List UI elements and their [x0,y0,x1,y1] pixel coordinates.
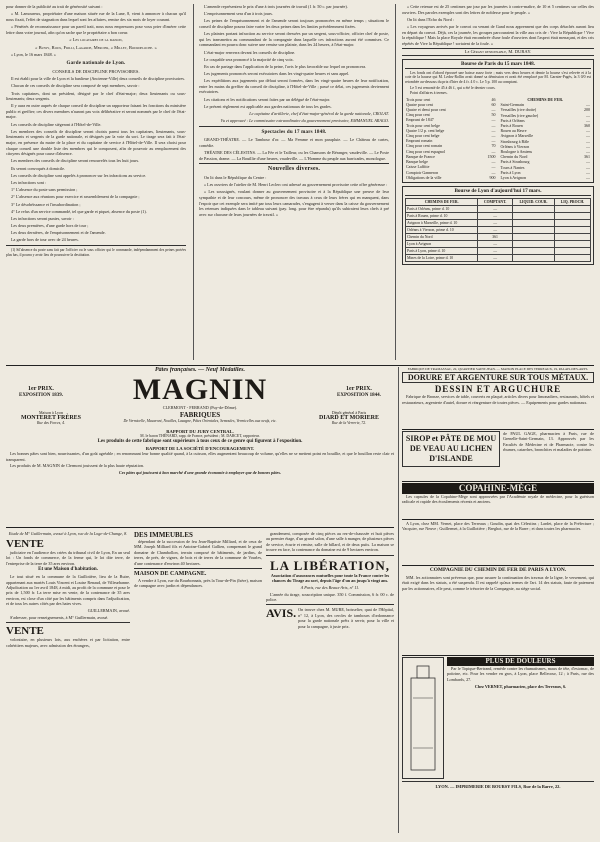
row-value: — [586,133,590,139]
row-label: Lyon à Avignon [406,240,478,247]
section-divider [6,365,594,366]
paragraph: Les plaintes portant infraction au service seront dressées par un sergent, sous-officier, officier chef de poste, qui les transmettra au commandant de la compagnie dans laquelle ces infractions auront été commises. Ce commandant en pourra donc suivre une remise son plainte, dans les 24 heures, à l'état-major. [199,31,389,48]
row-value: 70 [491,143,496,149]
liberation-title: LA LIBÉRATION, [270,557,390,573]
magnin-location: CLERMONT - FERRAND (Puy-de-Dôme). [162,405,238,410]
signature: Vu et approuvé : Le commissaire extraordinaire du gouvernement provisoire, EMMANUEL ARAGO. [220,118,389,124]
dorure-ad [402,367,594,430]
dorure-subtitle: DESSIN ET ARGUCHURE [434,384,562,395]
section-heading: Spectacles du 17 mars 1848. [261,129,327,135]
row-value: — [491,169,496,175]
magnin-header [6,375,394,410]
advertisements-section [6,367,594,837]
row-label: Lyon à Avignon [500,174,526,180]
row-value: 200 [584,107,590,113]
row-value: — [491,122,496,128]
list-item: 2° L'absence aux réunions pour exercice et rassemblement de la compagnie ; [11,194,140,200]
row-value: 361 [478,233,513,240]
douleurs-ad [402,657,594,817]
liberation-subtitle: Association d'assurances mutuelles pour toute la France contre les chances du Tirage au sort, depuis l'âge d'un an jusqu'à vingt ans. [270,572,390,584]
row-value [512,254,554,261]
row-value: — [478,254,513,261]
paragraph: Il est établi pour la ville de Lyon et la banlieue (Ancienne-Ville) deux conseils de discipline provisoires. [11,76,186,82]
paragraph: Les infractions sont : [11,179,47,185]
table-row [406,240,591,247]
column-2 [199,4,389,360]
row-value [512,205,554,212]
avis-block [266,607,394,629]
column-1 [6,4,186,360]
row-label: Tours à Nantes [500,164,525,170]
table-header-row [406,198,591,205]
divider [6,622,130,623]
row-label: Paris à Lyon [500,169,521,175]
row-value: — [478,247,513,254]
paragraph: Par le Topique-Bertrand, remède contre les rhumatismes, maux de tête, d'estomac, de poitrine, etc. Pour les vendre en gros, à Lyon, place Bellecour, 12 ; à Paris, rue des Lombards, 27. [447,666,594,682]
paragraph: Les fonds ont d'abord éprouvé une baisse assez forte ; mais vers deux heures et demie la bourse s'est relevée et à la cote de la hausse qui M. Ledru-Rollin avait donné sa démission et avait été remplacé par M. Garnier-Pagès, la 3 0/0 est retombée au-dessous du prix d'hier de 4 fr. 4 0 c. Le 5 p. 100 au comptant. [405,70,591,85]
row-label: Paris à Rouen [500,122,523,128]
paragraph: « Les ouvriers de l'atelier de M. Henri Leclerc ont adressé au gouvernement provisoire cette offre généreuse : [204,182,388,188]
row-label: Obligations de la ville [406,174,442,180]
dorure-address: FABRIQUE DE TRAMASSAC, 22, QUARTIER SAINT-JEAN. — MAISON PLACE DES TERREAUX, 19, PALAIS-DES-ARTS. [407,367,589,371]
paragraph: Ils seront convoqués à domicile. [11,165,66,171]
row-label: Emprunt romain [406,138,433,144]
lyon-house [6,410,96,426]
row-label: Cinq pour cent belge [406,133,440,139]
column-header: COMPTANT. [478,198,513,205]
list-item: 4° Le refus d'un service commandé, tel que garde et piquet, absence du poste (1). [11,208,147,214]
row-value: — [491,106,496,112]
row-value [512,212,554,219]
divider [266,555,394,556]
monteret-name: MONTERET FRÈRES [20,414,82,421]
paragraph: judiciaire en l'audience des criées du tribunal civil de Lyon, En un seul lot : Un fonds de commerce, de la ferme qui, le lot dite terre, de l'entreprise de la terre de 35 ares environ. [6,549,130,566]
list-item: 3° Le désobéissance et l'insubordination ; [11,201,81,207]
divider [134,568,262,569]
row-value: — [491,117,496,123]
paragraph: L'emprisonnement sera d'un à trois jours. [204,11,273,17]
divider [402,781,594,782]
column-divider [193,4,194,360]
row-value [512,233,554,240]
diard-name: DIARD ET MORIERE [319,414,379,421]
signature-title: « Les locataires de la maison, [69,37,123,43]
row-value: — [586,174,590,180]
column-header: LIQ. PROCH. [554,198,590,205]
jury-title: RAPPORT DU JURY CENTRAL. [166,428,234,434]
bourse-tables [405,97,591,181]
bottle-icon [403,658,443,778]
row-value: — [586,128,590,134]
section-heading: Garde nationale de Lyon. [66,60,126,66]
paragraph: Les expéditions aux jugements par défaut seront formées, dans les vingt-quatre heures de leur notification, entre les mains du greffier du conseil de discipline, à l'Hôtel-de-Ville ; passé ce délai, ces jugements deviennent exécutoires. [199,78,389,95]
row-value: — [478,212,513,219]
table-row [406,226,591,233]
paragraph: En cas de partage dans l'application de la peine, l'avis le plus favorable sur lequel on prononcera. [204,63,367,69]
paragraph: Les infractions seront punies, savoir : [11,215,74,221]
row-value: — [491,164,496,170]
table-row [406,233,591,240]
paragraph: Fabrique de Bronze, services de table, couverts en plaqué, articles divers pour limonadiers, restaurants, hôtels et restaurateurs, argenterie d'autel, dorure et réargenture de toutes pièces. — Equipements pour gardes nationaux. [402,394,594,405]
row-label: Chemin du Nord [500,154,528,160]
row-label: Strasbourg à Bâle [500,138,529,144]
row-label: Cinq pour cent [406,112,430,118]
paragraph: Le présent règlement est applicable aux gardes nationaux de tous les grades. [204,103,332,109]
row-value [512,226,554,233]
row-value: — [586,148,590,154]
row-label: Quatre pour cent [406,101,433,107]
row-value [554,219,590,226]
magnin-brand [133,375,267,410]
table-row [406,212,591,219]
magnin-ad [6,367,394,528]
bourse-paris-box [402,59,594,183]
vente-heading: VENTE [6,625,44,638]
row-value: — [586,169,590,175]
bourse-lyon-box [402,186,594,265]
row-label: Trois pour cent [406,96,431,102]
fabriques-label: FABRIQUES [179,411,221,420]
column-divider [398,367,399,833]
footnote: (1) Sil'absence du poste sans fait par l'officier ou le sous officier qui le commande, indépendamment des peines portées plus bas, il pourra y avoir lieu de poursuivre la destitution. [6,248,186,257]
paragraph: « Pénétrés de reconnaissance pour un pareil trait, nous nous empressons pour vous prier d'insérer cette lettre dans votre journal, afin qu'on sache que le propriétaire a bon coeur. [6,23,186,35]
row-value: 361 [584,154,590,160]
paragraph: A Lyon, chez MM. Vernet, place des Terreaux ; Goudin, quai des Célestins ; Lardet, place de la Préfecture ; Vacquier, rue Neuve ; Guillermet, à la Guillotière ; Breghot, rue de la Barre ; et dans toutes les pharmacies. [402,521,594,532]
paragraph: Chacun de ces conseils de discipline sera composé de sept membres, savoir : [11,83,140,89]
campagne-heading: MAISON DE CAMPAGNE. [134,571,207,578]
table-row [406,205,591,212]
row-label: Chemin du Nord [406,233,478,240]
paragraph: MM. les actionnaires sont prévenus que, pour assurer la continuation des travaux de la ligne, le versement, qui était exigé dans les statuts, a été suspendu. Il est rappelé qu'aux termes de l'art. 14 des statuts, faute de paiement par les actionnaires, elle peut, comme le trésorier de la Compagnie, au siège social. [402,574,594,591]
paragraph: Les citations et les notifications seront faites par un délégué de l'état-major. [204,96,331,102]
row-label: Saint-Germain [500,102,525,108]
paragraph: Les capsules de la Copahine-Mège sont approuvées par l'Académie royale de médecine, pour la guérison radicale et rapide des écoulements récents et anciens. [402,494,594,505]
mou-de-veau-ad [402,431,594,482]
row-label: Emprunt de 1847 [406,117,434,123]
list-item: Les deux premières, d'une garde hors de tour ; [11,223,89,229]
paragraph: On lit dans le République du Centre : [204,174,267,180]
paragraph: Le coupable sera prononcé à la majorité de cinq voix. [204,56,294,62]
divider [266,604,394,605]
rentes-table [405,97,497,181]
chemins-block [500,97,592,181]
row-label: Paris à Orléans [500,117,525,123]
row-value: — [586,143,590,149]
row-value [554,205,590,212]
paragraph: Les membres des conseils de discipline seront choisis parmi tous les capitaines, lieutenants, sous-lieutenants et sergents de la garde nationale, et désignés par la voie du sort. Le tirage sera fait à l'état-major, en présence du maire de la place et du capitaine de service à l'Hôtel-de-Ville. Il sera choisi pour chaque conseil une double liste des membres qui le composent, afin de pourvoir au remplacement des citoyens désignés pour cause d'absence. [6,128,186,157]
veau-text: de PAUL GAGE, pharmacien à Paris, rue de Grenelle-Saint-Germain, 13. Approuvés par les Facultés de Médecine et de Pharmacie, contre les rhumes, catarrhes, bronchites et maladies de poitrine. [503,431,594,453]
avis-text: On trouve chez M. MURE, boisselier, quai de l'Hôpital, n° 12, à Lyon, des cercles de tambours d'ordonnance pour la garde nationale prêts à servir, pour la ville et pour la campagne, à juste prix. [298,607,394,629]
expo-label: EXPOSITION 1839. [19,393,63,399]
gerant-line: Le Gérant responsable, M. DURAY. [402,48,594,56]
section-subheading: CONSEILS DE DISCIPLINE PROVISOIRES. [52,68,140,74]
row-value: — [586,159,590,165]
row-value: 1500 [487,153,496,159]
table-row [500,175,592,180]
bottle-illustration [402,657,444,779]
row-value: 46 [491,96,496,102]
paragraph: GRAND-THÉATRE. — Le Tambour d'or. — Ma Femme et mon parapluie. — Le Château de cartes, comédie. [199,137,389,148]
row-label: Banque de France [406,153,435,159]
immeubles-notice [134,531,262,833]
bourse-lyon-title: Bourse de Lyon d'aujourd'hui 17 mars. [405,189,591,196]
row-value [554,233,590,240]
chemins-table [500,102,592,180]
address: Rue de la Verrerie, 72. [331,421,367,426]
paragraph: Il y aura en outre auprès de chaque conseil de discipline un rapporteur faisant les fonctions du ministère public et greffier; ces divers membres n'auront pas voix délibérative et seront nommés par le chef de l'état-major. [6,103,186,120]
row-value: 360 [584,122,590,128]
column-divider [395,4,396,360]
prix-left [6,386,76,399]
row-value [512,247,554,254]
row-label: Cinq pour cent espagnol [406,148,445,154]
prix-label: 1er PRIX. [28,386,54,393]
veau-layout [402,431,594,467]
table-row [405,175,497,180]
paragraph: volontaire, en plusieurs lots, aux enchères et par licitation, entre cohéritiers majeurs, avec admission des étrangers, [6,637,130,648]
magnin-footer: Ces pâtes qui jouissent à bon marché d'une grande économie à employer que de bonnes pâtes. [118,470,282,476]
row-value [554,247,590,254]
row-value: — [586,164,590,170]
list-item: 1° L'absence du poste sans permission ; [11,187,78,193]
row-label: Caisse Laffitte [406,164,430,170]
paragraph: Trois capitaines, dont un président, désigné par le chef d'état-major; deux lieutenants ou sous-lieutenants; deux sergents. [6,90,186,102]
maison-heading: Et une Maison d'habitation. [38,567,98,573]
row-label: Avignon à Marseille [500,133,534,139]
paragraph: Les peines de l'emprisonnement et de l'amende seront toujours prononcées en même temps ; situations le conseil de discipline pourra faire varier les deux peines dans les limites précédemment fixées. [199,18,389,29]
row-label: Paris à Strasbourg [500,159,530,165]
jury-names: M. le baron THÉNARD, rapp. de France, président ; M. DARCET, rapporteur. [140,434,260,439]
row-value: — [491,159,496,165]
row-label: Versailles (rive droite) [500,107,537,113]
table-row [406,219,591,226]
paragraph: Les produits de M. MAGNIN de Clermont jouissent de la plus haute réputation. [10,463,144,469]
row-value: — [586,117,590,123]
paragraph: Les membres des conseils de discipline seront renouvelés tous les huit jours. [11,158,140,164]
paragraph: pour donner de la publicité au trait de générosité suivant : [6,4,103,9]
column-header: LIQUID. COUR. [512,198,554,205]
chemins-title: CHEMINS DE FER. [527,96,564,102]
douleurs-text-block [447,657,594,779]
row-value: 60 [491,101,496,107]
douleurs-layout [402,657,594,779]
row-value [554,226,590,233]
row-value [512,240,554,247]
row-value: — [586,102,590,108]
paragraph: L'année du tirage, souscription unique. 350 f. Commission, 6 fr. 00 c. de police. [266,591,394,603]
expo-label: EXPOSITION 1844. [337,393,381,399]
liberation-address: A Paris, rue des Beaux-Arts, n° 11. [300,584,360,590]
magnin-name: MAGNIN [132,373,268,406]
dorure-title: DORURE ET ARGENTURE SUR TOUS MÉTAUX. [402,372,594,383]
row-value [554,212,590,219]
divider [6,245,186,246]
prix-right [324,386,394,399]
paragraph: Le 5 est remonté de 45 à 46 f., qui a été le dernier cours. [410,85,496,90]
signature-names: « Bussy, Roux, Frilli, Lagarde, Mercier, « Millet, Bourdeloche. » [35,44,157,50]
paragraph: S'adresser, pour renseignements, à M° Guillermain, avoué. [10,614,109,620]
row-label: Boulogne à Amiens [500,148,533,154]
avis-heading: AVIS. [266,606,297,621]
row-value: — [478,205,513,212]
paragraph: On lit dans l'Echo du Nord : [407,16,455,22]
row-value [554,240,590,247]
list-item: Les deux dernières, de l'emprisonnement et de l'amende. [11,230,106,236]
row-value: — [478,219,513,226]
label: Dépôt général à Paris [331,410,367,416]
paragraph: « Cette retenue est de 25 centimes par jour par les journées à contre-maître, de 10 et 5 centimes sur celles des ouvriers. Des paroles exemples sont des lettres de noblesse pour le peuple. » [402,4,594,15]
societe-title: RAPPORT DE LA SOCIÉTÉ D'ENCOURAGEMENT. [145,445,255,451]
divider [199,163,389,164]
paris-depot [304,410,394,426]
row-value [554,254,590,261]
rail-table [405,198,591,262]
row-value [512,219,554,226]
label: Maison à Lyon [39,410,63,416]
row-label: Orléans à Vierzon [500,143,530,149]
pharmacie-ad [402,521,594,566]
paragraph: « Les soussignés, voulant donner au gouvernement provisoire et à la République une preuve de leur sympathie et de leur concours, même de prononcer des travaux à ceux de leurs frères qui en manquent, dans l'espoir que cet exemple sera imité par tous leurs camarades, s'engagent à verser dans la caisse du gouvernement les retenues indiquées dans le tableau suivant (pay. long. pour être répandu) qu'ils subiraient leurs chefs à pré avec sur chacune de leurs journées de travail. » [199,189,389,217]
column-3 [402,4,594,360]
liberation-ad [266,531,394,833]
copahine-title: COPAHINE-MÈGE [402,483,594,494]
immeubles-heading: DES IMMEUBLES [134,531,193,539]
prix-label: 1er PRIX. [346,386,372,393]
paragraph: L'état-major renverra devant les conseils de discipline. [204,49,296,55]
paragraph: A vendre à Lyon, rue du Bourbonnais, près la Tour-de-Pin (Isère), maison de campagne avec jardin et dépendances. [134,578,262,589]
magnin-addresses [6,410,394,426]
imprimerie-line: LYON. — IMPRIMERIE DE BOURSY FILS, Rue de la Barre, 22. [435,784,561,789]
paragraph: Le tout situé en la commune de la Guillotière, lieu de la Buire, appartenant aux mariés Louis Vincent et Louise Renaud, de Villeurbanne. Adjudication au 1er avril 1848, à midi, au profit de la commune et pour le prix de 1,500 fr. La terre mise en vente, de la contenance de 35 ares environ, est close d'un côté par les bâtiments compris dans l'adjudication, et de tous les autres côtés par des haies vives. [6,574,130,607]
douleurs-title: PLUS DE DOULEURS [447,657,594,666]
row-value: — [586,138,590,144]
compagnie-title: COMPAGNIE DU CHEMIN DE FER DE PARIS A LYON. [429,567,567,573]
table-row [406,247,591,254]
paragraph: Les jugements prononcés seront exécutoires dans les vingt-quatre heures et sans appel. [204,71,350,77]
row-value: 900 [489,174,496,180]
compagnie-ad [402,567,594,656]
row-value: — [478,226,513,233]
news-section [6,4,594,364]
douleurs-footer: Chez VERNET, pharmacien, place des Terreaux, 6. [474,683,567,689]
row-value: — [491,148,496,154]
row-value: — [491,133,496,139]
dateline: « Lyon, le 16 mars 1848. » [11,52,56,58]
row-label: Trois pour cent belge [406,122,440,128]
paragraph: L'amende représentera le prix d'une à trois journées de travail (1 fr. 50 c. par journée). [204,4,348,9]
copahine-ad [402,483,594,520]
fabriques-list: De Vermicelle, Macaroni, Nouilles, Lazagne, Pâtes Orientales, Semoules, Vermicelles aux oeufs, etc. [123,418,277,423]
row-value: 50 [491,112,496,118]
notice-header: Etude de M° Guillermain, avoué à Lyon, rue de la Loge-de-Change, 8. [8,531,128,536]
paragraph: Point d'affaires à termes. [410,90,448,95]
column-header: CHEMINS DE FER. [406,198,478,205]
paragraph: « Les voyageurs arrivés par le convoi ou venant de Gand nous apprennent que des corps détachés auront lieu en départ du convoi. Déjà, ces la journée, les groupes parcouraient la ville aux cris de : Vive la République ! Vive la république ! Mais la place Royale était encombrée d'une foule d'ouvriers dont l'aspect était menaçant, et des cris répétés de Vive la République ! sortaient de la foule. » [402,23,594,46]
row-value: — [491,127,496,133]
row-label: Cinq pour cent romain [406,143,443,149]
row-label: Orléans à Vierzon, prime d. 10 [406,226,478,233]
table-row [406,254,591,261]
row-value: — [491,138,496,144]
row-label: Comptoir Ganneron [406,169,439,175]
divider [199,126,389,127]
address: Rue des Forces, 4. [36,421,65,426]
row-label: Banque belge [406,159,428,165]
magnin-tagline: Pâtes françaises. — Neuf Médailles. [155,367,245,373]
paragraph: Les conseils de discipline siégeront à l'Hôtel-de-Ville. [11,121,102,127]
paragraph: dépendant de la succession de feu Jean-Baptiste Milliard, et de ceux de MM. Joseph Milliard fils et Antoine-Gabriel Gallien, comprenant le grand domaine de Chambollon, terrain composé de bâtiments, de jardins, de terres, de prés, de vignes, de bois et de terres de la commune de Vourles, d'une contenance d'environ 40 hectares. [134,539,262,566]
row-label: Paris à Orléans, prime d. 10 [406,205,478,212]
row-label: Avignon à Marseille, prime d. 10 [406,219,478,226]
row-label: Rouen au Havre [500,128,527,134]
signature: Le capitaine d'artillerie, chef d'état-major-général de la garde nationale, CROLAT. [249,111,389,117]
guillermain-notice [6,531,130,833]
paragraph: « M. Lamoureux, propriétaire d'une maison située rue de la Lune, 8, vient à annoncer à chacun qu'il nous fixait, l'effet de stagnation dans lequel sont les affaires, remise des six mois de loyer courant. [6,11,186,22]
list-item: La garde hors de tour avec de 24 heures. [11,237,79,243]
paragraph: THÉATRE DES CÉLESTINS. — La Fée et le Tailleur, ou les Chansons de Béranger, vaudeville. — Le Poste de Passion, drame. — La Bouillie d'une heures, vaudeville. — L'Homme du peuple aux barricades, monologue. [199,150,389,161]
jury-claim: Les produits de cette fabrique sont supérieurs à tous ceux de ce genre qui figurent à l'exposition. [97,439,303,445]
row-value: — [586,112,590,118]
row-label: Mines de la Loire, prime d. 10 [406,254,478,261]
row-label: Quatre et demi pour cent [406,106,446,112]
signature: GUILLERMAIN, avoué. [87,608,130,614]
row-label: Versailles (rive gauche) [500,112,539,118]
row-label: Paris à Lyon, prime d. 10 [406,247,478,254]
row-value: — [478,240,513,247]
row-label: Quatre 1/2 p. cent belge [406,127,445,133]
row-label: Paris à Rouen, prime d. 10 [406,212,478,219]
fabriques-block [96,413,304,424]
paragraph: grandement, composée de cinq pièces au rez-de-chaussée et huit pièces au premier étage, d'un grand salon, d'une salle à manger, de plusieurs pièces de service, écurie et remise, salle de billard, et de deux puits. La maison se trouve en face, la contenance du domaine est de 9 hectares environ. [266,531,394,553]
section-heading: Nouvelles diverses. [267,166,321,173]
veau-title: SIROP et PÂTE DE MOU DE VEAU AU LICHEN D'ISLANDE [402,431,500,467]
bourse-paris-title: Bourse de Paris du 15 mars 1848. [405,62,591,69]
paragraph: Les bonnes pâtes sont bien, nourrissantes, d'un goût agréable ; en renommant leur bonne qualité quand, à la cuisson, elles augmentent beaucoup de volume, qu'elles ne se mettent point en bouillie, et que le bouillon reste clair et transparent. [6,451,394,462]
paragraph: Les conseils de discipline sont appelés à prononcer sur les infractions au service. [11,172,147,178]
vente-heading: VENTE [6,537,44,550]
